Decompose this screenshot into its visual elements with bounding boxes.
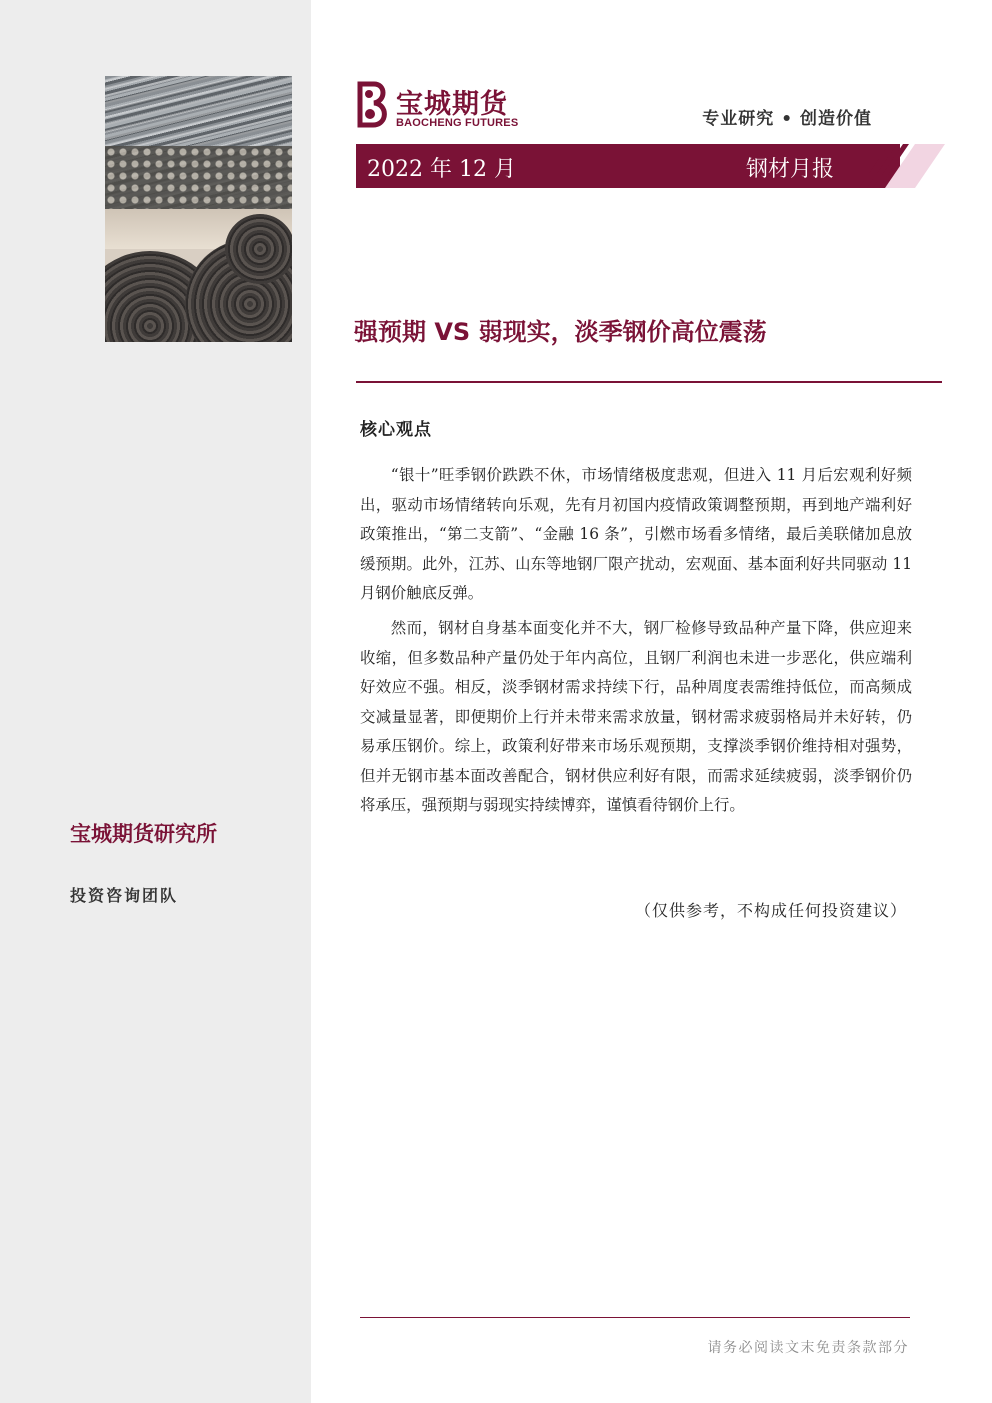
baocheng-b-logo-icon (356, 80, 390, 128)
report-banner (356, 144, 900, 188)
rebar-ends (105, 146, 292, 209)
core-paragraph: “银十”旺季钢价跌跌不休，市场情绪极度悲观，但进入 11 月后宏观利好频出，驱动市场情绪转向乐观，先有月初国内疫情政策调整预期，再到地产端利好政策推出，“第二支箭”、“金融 16 条”，引燃市场看多情绪，最后美联储加息放缓预期。此外，江苏、山东等地钢厂限产扰动，宏观面、基本面利好共同驱动 11 月钢价触底反弹。 (360, 466, 912, 602)
footer-divider (360, 1317, 910, 1318)
report-date: 2022 年 12 月 (367, 157, 516, 182)
rebar-photo (105, 76, 292, 209)
banner-stripes (855, 144, 945, 188)
institute-name: 宝城期货研究所 (70, 822, 217, 846)
steel-coil (225, 214, 292, 284)
steel-coil-photo (105, 209, 292, 342)
report-type: 钢材月报 (745, 157, 834, 182)
company-logo (356, 80, 526, 132)
report-headline: 强预期 VS 弱现实，淡季钢价高位震荡 (354, 318, 767, 346)
core-view-heading: 核心观点 (360, 420, 432, 440)
team-name: 投资咨询团队 (70, 886, 179, 905)
logo-english-name: BAOCHENG FUTURES (396, 117, 519, 129)
investment-disclaimer: （仅供参考，不构成任何投资建议） (634, 901, 907, 920)
footer-note: 请务必阅读文末免责条款部分 (707, 1340, 909, 1356)
core-paragraph: 然而，钢材自身基本面变化并不大，钢厂检修导致品种产量下降，供应迎来收缩，但多数品种产量仍处于年内高位，且钢厂利润也未进一步恶化，供应端利好效应不强。相反，淡季钢材需求持续下行，品种周度表需维持低位，而高频成交减量显著，即便期价上行并未带来需求放量，钢材需求疲弱格局并未好转，仍易承压钢价。综上，政策利好带来市场乐观预期，支撑淡季钢价维持相对强势，但并无钢市基本面改善配合，钢材供应利好有限，而需求延续疲弱，淡季钢价仍将承压，强预期与弱现实持续博弈，谨慎看待钢价上行。 (360, 619, 912, 814)
divider (356, 381, 942, 383)
slogan: 专业研究 • 创造价值 (702, 109, 872, 129)
logo-chinese-name: 宝城期货 (396, 89, 508, 120)
